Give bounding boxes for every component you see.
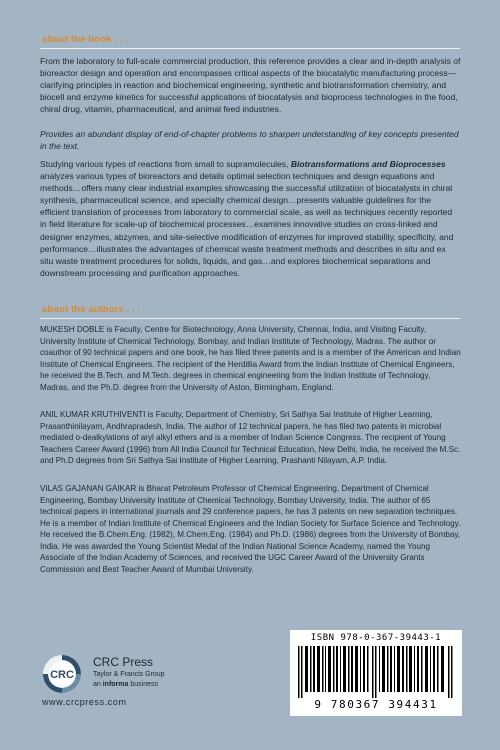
about-authors-heading: about the authors . . . [42,304,141,315]
crc-press-logo-icon [40,652,88,696]
publisher-group: Taylor & Francis Group [93,671,165,678]
publisher-name: CRC Press [93,655,154,669]
about-book-heading: about the book . . . [42,34,128,45]
book-problems-note: Provides an abundant display of end-of-chapter problems to sharpen understanding of key concepts presented in the text. [40,129,459,152]
section-divider [40,48,460,49]
barcode-bars [298,646,454,698]
isbn-label: ISBN 978-0-367-39443-1 [310,633,442,643]
publisher-business: an informa business [93,681,158,688]
book-title: Biotransformations and Bioprocesses [290,159,446,169]
section-divider [40,318,460,319]
publisher-url[interactable]: www.crcpress.com [42,697,127,707]
author-bio-doble: MUKESH DOBLE is Faculty, Centre for Biotechnology, Anna University, Chennai, India, and Visiting Faculty, University Institute of Chemical Technology, Bombay, and Indian Institute of Technology, Madras. The author or coauthor of 90 technical papers and one book, he has filed three patents and is a member of the American and Indian Institute of Chemical Engineers. The recipient of the Herdillia Award from the Indian Institute of Chemical Engineers, he received the B.Tech. and M.Tech. degrees in chemical engineering from the Indian Institute of Technology, Madras, and the Ph.D. degree from the University of Aston, Birmingham, England. [40,325,461,392]
author-bio-gaikar: VILAS GAJANAN GAIKAR is Bharat Petroleum Professor of Chemical Engineering, Department of Chemical Engineering, Bombay University Institute of Chemical Technology, Bombay University, India. The author of 65 technical papers in international journals and 29 conference papers, he has 3 patents on new separation techniques. He is a member of Indian Institute of Chemical Engineers and the Indian Society for Surface Science and Technology. He received the B.Chem.Eng. (1982), M.Chem.Eng. (1984) and Ph.D. (1986) degrees from the University of Bombay, India. He was awarded the Young Scientist Medal of the Indian National Science Academy, named the Young Associate of the Indian Academy of Sciences, and received the UGC Career Award of the University Grants Commission and Best Teacher Award of Mumbai University. [40,484,461,574]
book-summary: Studying various types of reactions from small to supramolecules, Biotransformations and Bioprocesses analyzes various types of bioreactors and details optimal selection techniques and design equations and methods…offers many clear industrial examples showcasing the successful utilization of biocatalysts in chiral synthesis, pharmaceutical science, and specialty chemical design…presents valuable guidelines for the efficient translation of processes from laboratory to commercial scale, as well as techniques recently reported in field literature for scale-up of biochemical processes…examines innovative studies on cross-linked and designer enzymes, abzymes, and site-selective modification of enzymes for improved stability, specificity, and performance…illustrates the advantages of chemical waste treatment methods and describes in situ and ex situ waste treatment procedures for solids, liquids, and gas…and explores biochemical separations and downstream processing and purification approaches. [40,159,454,278]
barcode-number: 9 780367 394431 [314,698,438,711]
book-description: From the laboratory to full-scale commercial production, this reference provides a clear and in-depth analysis of bioreactor design and operation and encompasses critical aspects of the biocatalytic manufacturing process—clarifying principles in reaction and biochemical engineering, synthetic and biotransformation chemistry, and biocell and enzyme kinetics for successful applications of biocatalysis and bioprocess technologies in the food, chiral drug, vitamin, pharmaceutical, and animal feed industries. [40,56,461,115]
author-bio-kruthiventi: ANIL KUMAR KRUTHIVENTI is Faculty, Department of Chemistry, Sri Sathya Sai Institute of Higher Learning, Prasanthinilayam, Andhrapradesh, India. The author of 12 technical papers, he has filed two patents in microbial mediated o-dealkylations of aryl alkyl ethers and is a member of Indian Science Congress. The recipient of Young Teachers Career Award (1996) from All India Council for Technical Education, New Delhi, India, he received the M.Sc. and Ph.D degrees from Sri Sathya Sai Institute of Higher Learning, Prashanti Nilayam, A.P. India. [40,410,461,465]
isbn-barcode [290,630,462,716]
crc-logo-text: CRC [50,669,74,681]
